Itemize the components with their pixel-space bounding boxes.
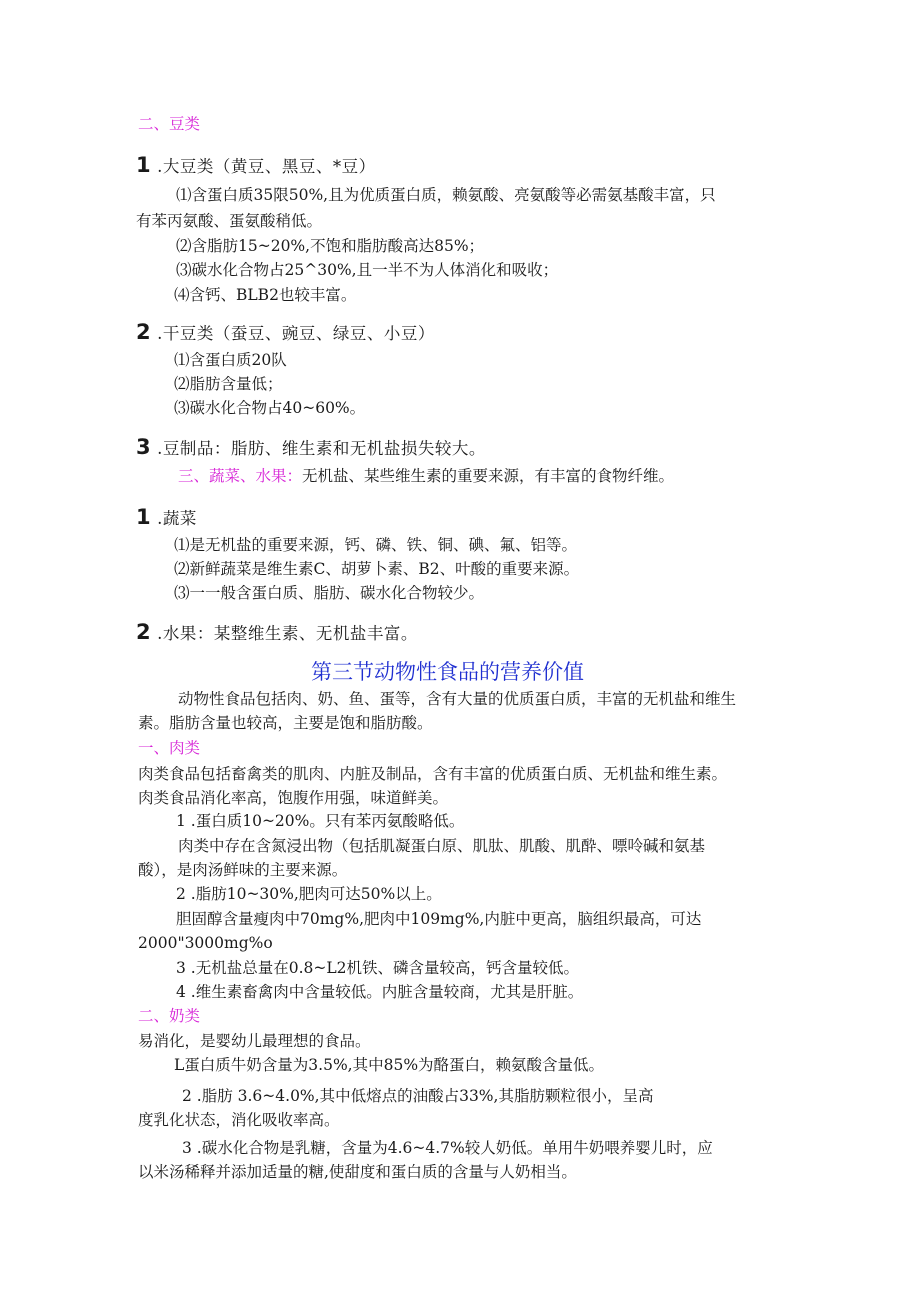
paragraph-line: L蛋白质牛奶含量为3.5%,其中85%为酪蛋白，赖氨酸含量低。	[174, 1056, 605, 1074]
paragraph-line: 酸），是肉汤鲜味的主要来源。	[138, 861, 348, 879]
paragraph-line: 3 .无机盐总量在0.8~L2机铁、磷含量较高，钙含量较低。	[176, 959, 580, 977]
section-heading-description: 无机盐、某些维生素的重要来源，有丰富的食物纤维。	[302, 467, 675, 485]
subheading-fruits	[136, 622, 418, 644]
subheading-soybeans	[136, 155, 376, 177]
paragraph-line: ⑵新鲜蔬菜是维生素C、胡萝卜素、B2、叶酸的重要来源。	[174, 560, 580, 578]
paragraph-line: ⑶碳水化合物占40~60%。	[174, 399, 366, 417]
subheading-text: .大豆类（黄豆、黑豆、*豆）	[157, 157, 376, 176]
paragraph-line: ⑵含脂肪15~20%,不饱和脂肪酸高达85%；	[176, 237, 485, 255]
item-number: 2	[136, 620, 152, 644]
section-heading-vegetables-fruits	[178, 466, 674, 486]
paragraph-line: 2000"3000mg%o	[138, 934, 273, 952]
subheading-text: .水果：某整维生素、无机盐丰富。	[157, 624, 418, 643]
subheading-vegetables	[136, 507, 197, 529]
paragraph-line: 易消化，是婴幼儿最理想的食品。	[138, 1032, 371, 1050]
paragraph-line: 度乳化状态，消化吸收率高。	[138, 1111, 340, 1129]
paragraph-line: 素。脂肪含量也较高，主要是饱和脂肪酸。	[138, 714, 433, 732]
subheading-text: .豆制品：脂肪、维生素和无机盐损失较大。	[157, 439, 486, 458]
paragraph-line: ⑶碳水化合物占25^30%,且一半不为人体消化和吸收；	[176, 261, 559, 279]
paragraph-line: 肉类食品消化率高，饱腹作用强，味道鲜美。	[138, 789, 449, 807]
paragraph-line: 1 .蛋白质10~20%。只有苯丙氨酸略低。	[176, 812, 465, 830]
paragraph-line: 动物性食品包括肉、奶、鱼、蛋等，含有大量的优质蛋白质，丰富的无机盐和维生	[178, 690, 737, 708]
section-heading-label: 三、蔬菜、水果：	[178, 467, 303, 485]
item-number: 1	[136, 153, 152, 177]
subheading-text: .蔬菜	[157, 509, 197, 528]
paragraph-line: 有苯丙氨酸、蛋氨酸稍低。	[136, 212, 323, 230]
paragraph-line: ⑴含蛋白质35限50%,且为优质蛋白质，赖氨酸、亮氨酸等必需氨基酸丰富，只	[176, 186, 716, 204]
section-heading-meat: 一、肉类	[138, 739, 201, 757]
item-number: 3	[136, 435, 152, 459]
paragraph-line: 肉类中存在含氮浸出物（包括肌凝蛋白原、肌肽、肌酸、肌酔、嘌呤碱和氨基	[178, 837, 706, 855]
paragraph-line: 3 .碳水化合物是乳糖，含量为4.6~4.7%较人奶低。单用牛奶喂养婴儿时，应	[182, 1139, 713, 1157]
paragraph-line: ⑴含蛋白质20队	[174, 351, 287, 369]
paragraph-line: 2 .脂肪10~30%,肥肉可达50%以上。	[176, 885, 442, 903]
subheading-text: .干豆类（蚕豆、豌豆、绿豆、小豆）	[157, 324, 435, 343]
paragraph-line: ⑶一一般含蛋白质、脂肪、碳水化合物较少。	[174, 584, 485, 602]
item-number: 2	[136, 320, 152, 344]
paragraph-line: ⑷含钙、BLB2也较丰富。	[174, 286, 357, 304]
paragraph-line: 肉类食品包括畜禽类的肌肉、内脏及制品，含有丰富的优质蛋白质、无机盐和维生素。	[138, 765, 728, 783]
section-heading-milk: 二、奶类	[138, 1007, 201, 1025]
paragraph-line: 2 .脂肪 3.6~4.0%,其中低熔点的油酸占33%,其脂肪颗粒很小，呈高	[182, 1087, 654, 1105]
item-number: 1	[136, 505, 152, 529]
paragraph-line: 以米汤稀释并添加适量的糖,使甜度和蛋白质的含量与人奶相当。	[138, 1163, 577, 1181]
paragraph-line: ⑴是无机盐的重要来源，钙、磷、铁、铜、碘、氟、铝等。	[174, 536, 578, 554]
paragraph-line: ⑵脂肪含量低；	[174, 375, 283, 393]
section-heading-beans: 二、豆类	[138, 115, 201, 133]
subheading-bean-products	[136, 437, 486, 459]
paragraph-line: 4 .维生素畜禽肉中含量较低。内脏含量较商，尤其是肝脏。	[176, 983, 584, 1001]
subheading-dry-beans	[136, 322, 435, 344]
page-title: 第三节动物性食品的营养价值	[311, 660, 584, 684]
paragraph-line: 胆固醇含量瘦肉中70mg%,肥肉中109mg%,内脏中更高，脑组织最高，可达	[176, 910, 702, 928]
